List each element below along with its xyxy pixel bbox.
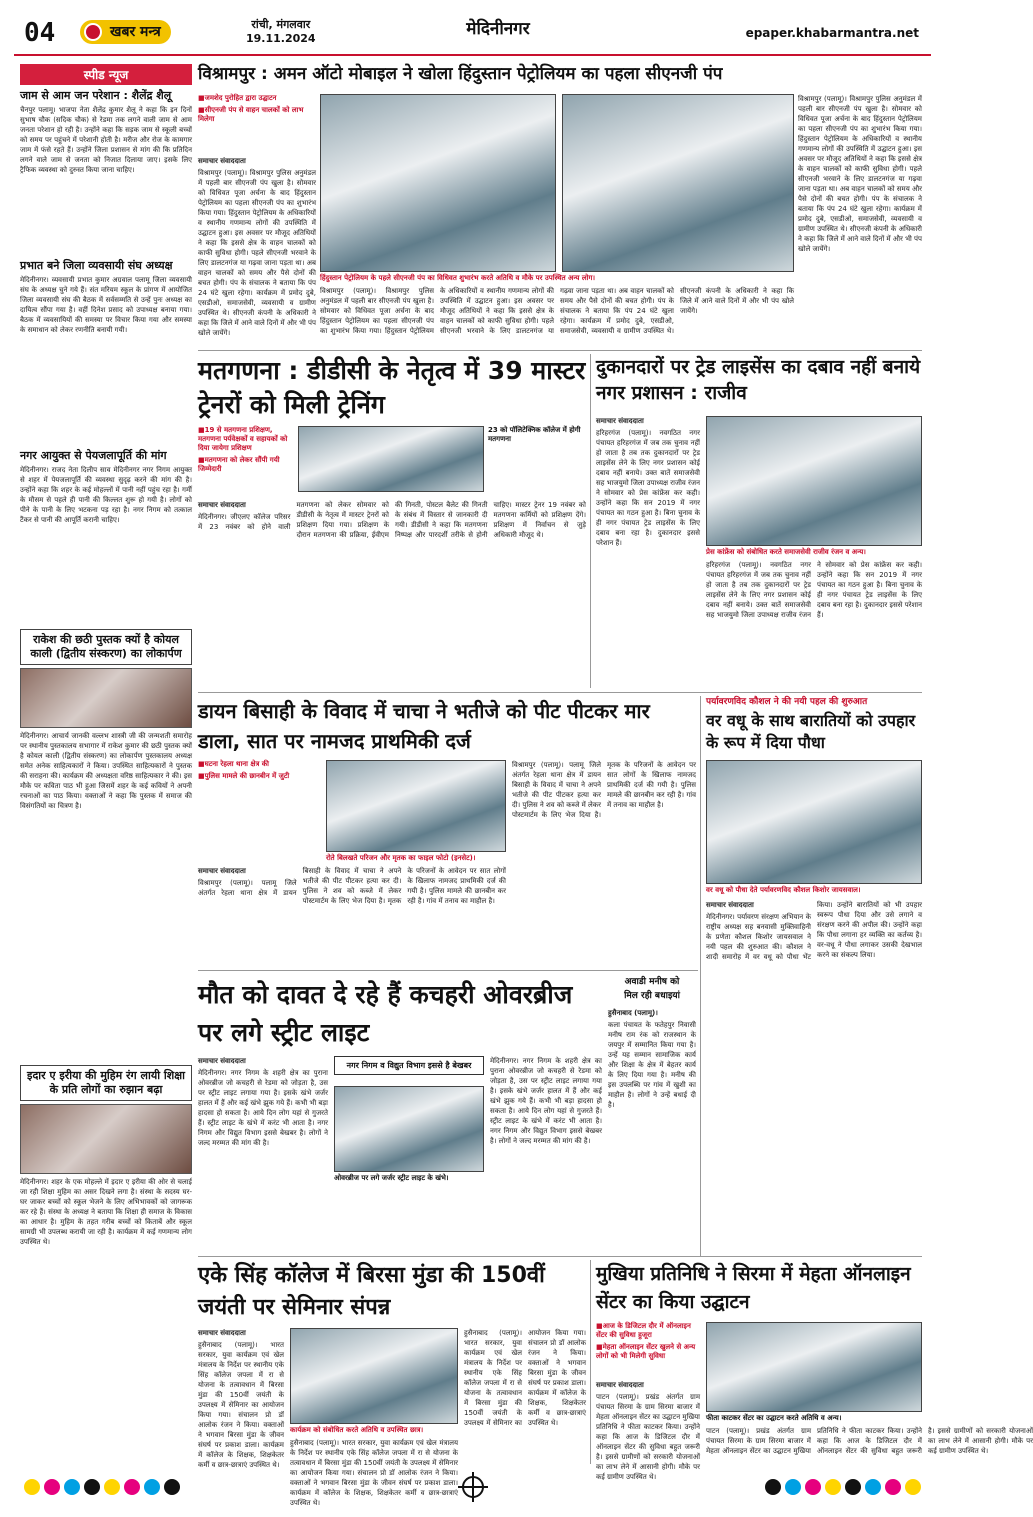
story-body: समाचार संवाददाता मेदिनीनगर। जीएलए कॉलेज परिसर में 23 नवंबर को होने वाली मतगणना को लेकर सोमवार को डीडीसी के नेतृत्व में मास्टर ट्रेनरों को प्रशिक्षण दिया गया। प्रशिक्षण के दौरान मतगणना की प्रक्रिया, ईवीएम की गिनती, पोस्टल बैलेट की गिनती के संबंध में विस्तार से जानकारी दी गयी। डीडीसी ने कहा कि मतगणना निष्पक्ष और पारदर्शी तरीके से होनी चाहिए। मास्टर ट्रेनर 19 नवंबर को मतगणना कर्मियों को प्रशिक्षण देंगे। प्रशिक्षण में निर्वाचन से जुड़े अधिकारी मौजूद थे। [198, 501, 586, 539]
story-body: समाचार संवाददाता हरिहरगंज (पलामू)। नवगठित नगर पंचायत हरिहरगंज में जब तक चुनाव नहीं हो जाता है तब तक दुकानदारों पर ट्रेड लाइसेंस लेने के लिए नगर प्रशासन कोई दबाव नहीं बनाये। उक्त बातें समाजसेवी सह भाजयुमो जिला उपाध्यक्ष राजीव रंजन ने सोमवार को प्रेस कांफ्रेंस कर कही। उन्होंने कहा कि सन 2019 में नगर पंचायत का गठन हुआ है। बिना चुनाव के ही नगर पंचायत ट्रेड लाइसेंस के लिए दबाव बना रहा है। दुकानदार इससे परेशान हैं। [596, 417, 700, 547]
city-day: रांची, मंगलवार [251, 18, 311, 31]
online-centre-photo [706, 1322, 922, 1412]
page-number: 04 [24, 18, 56, 48]
story-bullets: ■ घटना रेहला थाना क्षेत्र की ■ पुलिस मामले की छानबीन में जुटी [198, 760, 320, 784]
left-news-headline: इदार ए इरीया की मुहिम रंग लायी शिक्षा के प्रति लोगों का रुझान बढ़ा [20, 1065, 192, 1101]
brand-name: खबर मन्त्र [110, 24, 161, 40]
issue-date: 19.11.2024 [246, 32, 316, 45]
story-headline: मतगणना : डीडीसी के नेतृत्व में 39 मास्टर ट्रेनरों को मिली ट्रेनिंग [198, 356, 586, 419]
story-kicker: पर्यावरणविद कौशल ने की नयी पहल की शुरुआत [706, 697, 868, 707]
story-kicker: अवाडी मनीष को [624, 977, 680, 987]
story-body-continued: हुसैनाबाद (पलामू)। भारत सरकार, युवा कार्यक्रम एवं खेल मंत्रालय के निर्देश पर स्थानीय एके सिंह कॉलेज जपला में रा से योजना के तत्वावधान में बिरसा मुंडा की 150वीं जयंती के उपलक्ष्य में सेमिनार का आयोजन किया गया। संचालन प्रो डॉ आलोक रंजन ने किया। वक्ताओं ने भगवान बिरसा मुंडा के जीवन संघर्ष पर प्रकाश डाला। कार्यक्रम में कॉलेज के शिक्षक, शिक्षकेतर कर्मी व छात्र-छात्राएं उपस्थित थे। [464, 1329, 586, 1427]
print-registration-bar [14, 1472, 931, 1502]
registration-crosshair-icon [462, 1476, 484, 1498]
story-bullets: ■ जमशेद पुरोहित द्वारा उद्घाटन ■ सीएनजी पंप से वाहन चालकों को लाभ मिलेगा [198, 94, 316, 127]
photo-caption: प्रेस कांफ्रेंस को संबोधित करते समाजसेवी राजीव रंजन व अन्य। [706, 548, 866, 556]
story-body: समाचार संवाददाता पाटन (पलामू)। प्रखंड अंतर्गत ग्राम पंचायत सिरमा के ग्राम सिरमा बाजार में मेहता ऑनलाइन सेंटर का उद्घाटन मुखिया प्रतिनिधि ने फीता काटकर किया। उन्होंने कहा कि आज के डिजिटल दौर में ऑनलाइन सेंटर की सुविधा बहुत जरूरी है। इससे ग्रामीणों को सरकारी योजनाओं का लाभ लेने में आसानी होगी। मौके पर कई ग्रामीण उपस्थित थे। [596, 1381, 700, 1481]
side-note: 23 को पॉलिटेक्निक कॉलेज में होगी मतगणना [488, 426, 581, 443]
story-headline: डायन बिसाही के विवाद में चाचा ने भतीजे को पीट पीटकर मार डाला, सात पर नामजद प्राथमिकी दर्ज [198, 699, 650, 753]
story-body: समाचार संवाददाता मेदिनीनगर। नगर निगम के शहरी क्षेत्र का पुराना ओवरब्रीज जो कचहरी से रेडमा को जोड़ता है, उस पर स्ट्रीट लाइट लगाया गया है। इसके खंभे जर्जर हालत में हैं और कई खंभे झुक गये हैं। कभी भी बड़ा हादसा हो सकता है। आये दिन लोग यहां से गुजरते हैं। स्ट्रीट लाइट के खंभे में करंट भी आता है। नगर निगम और विद्युत विभाग इससे बेखबर है। लोगों ने जल्द मरम्मत की मांग की है। [198, 1057, 328, 1147]
divider [590, 354, 591, 688]
divider [198, 970, 698, 971]
highlight-box: नगर निगम व विद्युत विभाग इससे है बेखबर [334, 1056, 484, 1075]
story-body-continued: हुसैनाबाद (पलामू)। भारत सरकार, युवा कार्यक्रम एवं खेल मंत्रालय के निर्देश पर स्थानीय एके सिंह कॉलेज जपला में रा से योजना के तत्वावधान में बिरसा मुंडा की 150वीं जयंती के उपलक्ष्य में सेमिनार का आयोजन किया गया। संचालन प्रो डॉ आलोक रंजन ने किया। वक्ताओं ने भगवान बिरसा मुंडा के जीवन संघर्ष पर प्रकाश डाला। कार्यक्रम में कॉलेज के शिक्षक, शिक्षकेतर कर्मी व छात्र-छात्राएं उपस्थित थे। [290, 1439, 458, 1507]
divider [700, 696, 701, 1256]
story-body: समाचार संवाददाता विश्रामपुर (पलामू)। विश्रामपुर पुलिस अनुमंडल में पहली बार सीएनजी पंप खुला है। सोमवार को विधिवत पूजा अर्चना के बाद हिंदुस्तान पेट्रोलियम का पहला सीएनजी पंप का शुभारंभ किया गया। हिंदुस्तान पेट्रोलियम के अधिकारियों व स्थानीय गणमान्य लोगों की उपस्थिति में उद्घाटन हुआ। इस अवसर पर मौजूद अतिथियों ने कहा कि इससे क्षेत्र के वाहन चालकों को काफी सुविधा होगी। पहले सीएनजी भरवाने के लिए डालटनगंज या गढ़वा जाना पड़ता था। अब वाहन चालकों को समय और पैसे दोनों की बचत होगी। पंप के संचालक ने बताया कि पंप 24 घंटे खुला रहेगा। कार्यक्रम में प्रमोद दुबे, एसडीओ, समाजसेवी, व्यवसायी व ग्रामीण उपस्थित थे। सीएनजी कंपनी के अधिकारी ने कहा कि जिले में आने वाले दिनों में और भी पंप खोले जायेंगे। [198, 157, 316, 337]
seminar-photo [290, 1328, 458, 1424]
divider [198, 692, 922, 693]
speed-news-label: स्पीड न्यूज [20, 64, 192, 85]
left-news-body: चैनपुर पलामू। भाजपा नेता शैलेंद्र कुमार शैलू ने कहा कि इन दिनों सुभाष चौक (सदिक चौक) से रेडमा तक लगने वाली जाम से आम जनता परेशान हो रही है। उन्होंने कहा कि सड़क जाम से स्कूली बच्चों को समय पर पहुंचने में परेशानी होती है। मरीज और रोज के कामगार जाम में फंसे रहते हैं। उन्होंने जिला प्रशासन से मांग की कि प्रतिदिन लगने वाले जाम से जनता को निजात दिलाया जाए। इसके लिए ट्रैफिक व्यवस्था को दुरुस्त किया जाना चाहिए। [20, 106, 192, 174]
brand-logo-icon [84, 23, 102, 41]
press-conference-photo [706, 416, 922, 546]
brand-badge[interactable] [80, 20, 171, 44]
divider [198, 1256, 922, 1257]
photo-caption: रोते बिलखते परिजन और मृतक का फाइल फोटो (इनसेट)। [326, 854, 476, 862]
story-body-continued: विश्रामपुर (पलामू)। विश्रामपुर पुलिस अनुमंडल में पहली बार सीएनजी पंप खुला है। सोमवार को विधिवत पूजा अर्चना के बाद हिंदुस्तान पेट्रोलियम का पहला सीएनजी पंप का शुभारंभ किया गया। हिंदुस्तान पेट्रोलियम के अधिकारियों व स्थानीय गणमान्य लोगों की उपस्थिति में उद्घाटन हुआ। इस अवसर पर मौजूद अतिथियों ने कहा कि इससे क्षेत्र के वाहन चालकों को काफी सुविधा होगी। पहले सीएनजी भरवाने के लिए डालटनगंज या गढ़वा जाना पड़ता था। अब वाहन चालकों को समय और पैसे दोनों की बचत होगी। पंप के संचालक ने बताया कि पंप 24 घंटे खुला रहेगा। कार्यक्रम में प्रमोद दुबे, एसडीओ, समाजसेवी, व्यवसायी व ग्रामीण उपस्थित थे। सीएनजी कंपनी के अधिकारी ने कहा कि जिले में आने वाले दिनों में और भी पंप खोले जायेंगे। [320, 287, 794, 335]
story-headline: मौत को दावत दे रहे हैं कचहरी ओवरब्रीज पर लगे स्ट्रीट लाइट [198, 980, 573, 1047]
story-body-continued: विश्रामपुर (पलामू)। पलामू जिले अंतर्गत रेहला थाना क्षेत्र में डायन बिसाही के विवाद में चाचा ने अपने भतीजे की पीट पीटकर हत्या कर दी। पुलिस ने शव को कब्जे में लेकर पोस्टमार्टम के लिए भेज दिया है। मृतक के परिजनों के आवेदन पर सात लोगों के खिलाफ नामजद प्राथमिकी दर्ज की गयी है। पुलिस मामले की छानबीन कर रही है। गांव में तनाव का माहौल है। [512, 761, 696, 819]
divider [590, 1260, 591, 1464]
left-news-headline: नगर आयुक्त से पेयजलापूर्ति की मांग [20, 449, 167, 462]
left-news-headline: प्रभात बने जिला व्यवसायी संघ अध्यक्ष [20, 259, 173, 272]
training-photo [298, 426, 484, 492]
wedding-plant-photo [706, 760, 922, 884]
speed-news-column [20, 64, 192, 1464]
left-news-body: मेदिनीनगर। आचार्य जानकी वल्लभ शास्त्री जी की जन्मशती समारोह पर स्थानीय पुस्तकालय सभागार में राकेश कुमार की छठी पुस्तक क्यों है कोयल काली (द्वितीय संस्करण) का लोकार्पण पुस्तकालय अध्यक्ष समेत अनेक साहित्यकारों ने किया। उपस्थित साहित्यकारों ने पुस्तक की सराहना की। कार्यक्रम की अध्यक्षता वरिष्ठ साहित्यकार ने की। इस मौके पर कविता पाठ भी हुआ जिसमें शहर के कई कवियों ने अपनी रचनाओं का पाठ किया। वक्ताओं ने कहा कि पुस्तक में समाज की विसंगतियों का चित्रण है। [20, 732, 192, 810]
left-news-body: मेदिनीनगर। राजद नेता दिलीप साव मेदिनीनगर नगर निगम आयुक्त से शहर में पेयजलापूर्ति की व्यवस्था सुदृढ़ करने की मांग की है। उन्होंने कहा कि शहर के कई मोहल्लों में पानी नहीं पहुंच रहा है। गर्मी के मौसम से पहले ही पानी की किल्लत शुरू हो गयी है। लोगों को पीने के पानी के लिए भटकना पड़ रहा है। नगर निगम को तत्काल टैंकर से पानी की आपूर्ति करानी चाहिए। [20, 466, 192, 524]
epaper-url[interactable]: epaper.khabarmantra.net [745, 26, 919, 40]
photo-caption: फीता काटकर सेंटर का उद्घाटन करते अतिथि व अन्य। [706, 1414, 842, 1422]
photo-caption: कार्यक्रम को संबोधित करते अतिथि व उपस्थित छात्र। [290, 1426, 424, 1434]
left-news-headline: जाम से आम जन परेशान : शैलेंद्र शैलू [20, 89, 172, 102]
color-registration-dots-left [24, 1479, 180, 1495]
story-headline: एके सिंह कॉलेज में बिरसा मुंडा की 150वीं जयंती पर सेमिनार संपन्न [198, 1263, 545, 1320]
story-kicker-line-2: मिल रही बधाइयां [624, 991, 680, 1001]
cng-pump-photo-right [562, 94, 794, 272]
photo-caption: ओवरब्रीज पर लगे जर्जर स्ट्रीट लाइट के खंभे। [334, 1174, 449, 1182]
story-body: समाचार संवाददाता विश्रामपुर (पलामू)। पलामू जिले अंतर्गत रेहला थाना क्षेत्र में डायन बिसाही के विवाद में चाचा ने अपने भतीजे की पीट पीटकर हत्या कर दी। पुलिस ने शव को कब्जे में लेकर पोस्टमार्टम के लिए भेज दिया है। मृतक के परिजनों के आवेदन पर सात लोगों के खिलाफ नामजद प्राथमिकी दर्ज की गयी है। पुलिस मामले की छानबीन कर रही है। गांव में तनाव का माहौल है। [198, 867, 506, 905]
story-body: समाचार संवाददाता हुसैनाबाद (पलामू)। भारत सरकार, युवा कार्यक्रम एवं खेल मंत्रालय के निर्देश पर स्थानीय एके सिंह कॉलेज जपला में रा से योजना के तत्वावधान में बिरसा मुंडा की 150वीं जयंती के उपलक्ष्य में सेमिनार का आयोजन किया गया। संचालन प्रो डॉ आलोक रंजन ने किया। वक्ताओं ने भगवान बिरसा मुंडा के जीवन संघर्ष पर प्रकाश डाला। कार्यक्रम में कॉलेज के शिक्षक, शिक्षकेतर कर्मी व छात्र-छात्राएं उपस्थित थे। [198, 1329, 284, 1469]
story-body-continued: हरिहरगंज (पलामू)। नवगठित नगर पंचायत हरिहरगंज में जब तक चुनाव नहीं हो जाता है तब तक दुकानदारों पर ट्रेड लाइसेंस लेने के लिए नगर प्रशासन कोई दबाव नहीं बनाये। उक्त बातें समाजसेवी सह भाजयुमो जिला उपाध्यक्ष राजीव रंजन ने सोमवार को प्रेस कांफ्रेंस कर कही। उन्होंने कहा कि सन 2019 में नगर पंचायत का गठन हुआ है। बिना चुनाव के ही नगर पंचायत ट्रेड लाइसेंस के लिए दबाव बना रहा है। दुकानदार इससे परेशान हैं। [706, 561, 922, 619]
photo-caption: हिंदुस्तान पेट्रोलियम के पहले सीएनजी पंप का विधिवत शुभारंभ करते अतिथि व मौके पर उपस्थित अन्य लोग। [320, 274, 596, 282]
education-campaign-photo [20, 1104, 192, 1174]
divider [198, 350, 922, 351]
story-headline: विश्रामपुर : अमन ऑटो मोबाइल ने खोला हिंदुस्तान पेट्रोलियम का पहला सीएनजी पंप [198, 64, 723, 84]
color-registration-dots-right [765, 1479, 921, 1495]
story-bullets: ■ आज के डिजिटल दौर में ऑनलाइन सेंटर की सुविधा हुजूरा ■ मेहता ऑनलाइन सेंटर खुलने से अन्य लोगों को भी मिलेगी सुविधा [596, 1322, 700, 1364]
story-body-side: विश्रामपुर (पलामू)। विश्रामपुर पुलिस अनुमंडल में पहली बार सीएनजी पंप खुला है। सोमवार को विधिवत पूजा अर्चना के बाद हिंदुस्तान पेट्रोलियम का पहला सीएनजी पंप का शुभारंभ किया गया। हिंदुस्तान पेट्रोलियम के अधिकारियों व स्थानीय गणमान्य लोगों की उपस्थिति में उद्घाटन हुआ। इस अवसर पर मौजूद अतिथियों ने कहा कि इससे क्षेत्र के वाहन चालकों को काफी सुविधा होगी। पहले सीएनजी भरवाने के लिए डालटनगंज या गढ़वा जाना पड़ता था। अब वाहन चालकों को समय और पैसे दोनों की बचत होगी। पंप के संचालक ने बताया कि पंप 24 घंटे खुला रहेगा। कार्यक्रम में प्रमोद दुबे, एसडीओ, समाजसेवी, व्यवसायी व ग्रामीण उपस्थित थे। सीएनजी कंपनी के अधिकारी ने कहा कि जिले में आने वाले दिनों में और भी पंप खोले जायेंगे। [798, 95, 923, 253]
story-headline: दुकानदारों पर ट्रेड लाइसेंस का दबाव नहीं बनाये नगर प्रशासन : राजीव [596, 356, 921, 404]
story-headline: वर वधू के साथ बारातियों को उपहार के रूप में दिया पौधा [706, 711, 916, 752]
story-body: समाचार संवाददाता मेदिनीनगर। पर्यावरण संरक्षण अभियान के राष्ट्रीय अध्यक्ष सह बनवासी मुक्तिवाहिनी के प्रणेता कौशल किशोर जायसवाल ने नयी पहल की शुरुआत की। कौशल ने शादी समारोह में वर वधू को पौधा भेंट किया। उन्होंने बारातियों को भी उपहार स्वरूप पौधा दिया और उसे लगाने व संरक्षण करने की अपील की। उन्होंने कहा कि पौधा लगाना हर व्यक्ति का कर्तव्य है। वर-वधू ने पौधा लगाकर उसकी देखभाल करने का संकल्प लिया। [706, 901, 922, 961]
book-launch-photo [20, 668, 192, 728]
street-light-photo [334, 1086, 484, 1172]
story-body-continued: पाटन (पलामू)। प्रखंड अंतर्गत ग्राम पंचायत सिरमा के ग्राम सिरमा बाजार में मेहता ऑनलाइन सेंटर का उद्घाटन मुखिया प्रतिनिधि ने फीता काटकर किया। उन्होंने कहा कि आज के डिजिटल दौर में ऑनलाइन सेंटर की सुविधा बहुत जरूरी है। इससे ग्रामीणों को सरकारी योजनाओं का लाभ लेने में आसानी होगी। मौके पर कई ग्रामीण उपस्थित थे। [706, 1427, 1033, 1455]
story-body: हुसैनाबाद (पलामू)। कला पंचायत के फतेहपुर निवासी मनीष राम रंक को राजस्थान के जयपुर में सम्मानित किया गया है। उन्हें यह सम्मान सामाजिक कार्य और शिक्षा के क्षेत्र में बेहतर कार्य के लिए दिया गया है। मनीष की इस उपलब्धि पर गांव में खुशी का माहौल है। लोगों ने उन्हें बधाई दी है। [608, 1009, 696, 1109]
masthead [14, 12, 931, 56]
dateline [246, 18, 316, 46]
victim-family-photo [326, 760, 506, 852]
photo-caption: वर वधू को पौधा देते पर्यावरणविद कौशल किशोर जायसवाल। [706, 886, 861, 894]
left-news-body: मेदिनीनगर। शहर के एक मोहल्ले में इदार ए इरीया की ओर से चलाई जा रही शिक्षा मुहिम का असर दिखने लगा है। संस्था के सदस्य घर-घर जाकर बच्चों को स्कूल भेजने के लिए अभिभावकों को जागरूक कर रहे हैं। संस्था के अध्यक्ष ने बताया कि शिक्षा ही समाज के विकास का आधार है। मुहिम के तहत गरीब बच्चों को किताबें और स्कूल सामग्री भी उपलब्ध करायी जा रही है। कार्यक्रम में कई गणमान्य लोग उपस्थित थे। [20, 1178, 192, 1246]
story-bullets: ■ 19 से मतगणना प्रशिक्षण, मतगणना पर्यवेक्षकों व सहायकों को दिया जायेगा प्रशिक्षण ■ मतगणना को लेकर सौंपी गयी जिम्मेदारी [198, 426, 294, 477]
left-news-body: मेदिनीनगर। व्यवसायी प्रभात कुमार अग्रवाल पलामू जिला व्यवसायी संघ के अध्यक्ष चुने गये हैं। संत मरियम स्कूल के प्रांगण में आयोजित जिला व्यवसायी संघ की बैठक में सर्वसम्मति से उन्हें पुनः अध्यक्ष का दायित्व सौंपा गया है। वहीं दिनेश प्रसाद को उपाध्यक्ष बनाया गया। बैठक में व्यवसायियों की समस्या पर विचार किया गया और समस्या के समाधान को लेकर रणनीति बनायी गयी। [20, 276, 192, 334]
story-headline: मुखिया प्रतिनिधि ने सिरमा में मेहता ऑनलाइन सेंटर का किया उद्घाटन [596, 1263, 911, 1313]
cng-pump-photo-left [320, 94, 556, 272]
main-news-area [198, 64, 1033, 1507]
left-news-headline: राकेश की छठी पुस्तक क्यों है कोयल काली (द्वितीय संस्करण) का लोकार्पण [20, 629, 192, 665]
story-body-continued: मेदिनीनगर। नगर निगम के शहरी क्षेत्र का पुराना ओवरब्रीज जो कचहरी से रेडमा को जोड़ता है, उस पर स्ट्रीट लाइट लगाया गया है। इसके खंभे जर्जर हालत में हैं और कई खंभे झुक गये हैं। कभी भी बड़ा हादसा हो सकता है। आये दिन लोग यहां से गुजरते हैं। स्ट्रीट लाइट के खंभे में करंट भी आता है। नगर निगम और विद्युत विभाग इससे बेखबर है। लोगों ने जल्द मरम्मत की मांग की है। [490, 1057, 602, 1145]
section-title: मेदिनीनगर [466, 19, 530, 39]
